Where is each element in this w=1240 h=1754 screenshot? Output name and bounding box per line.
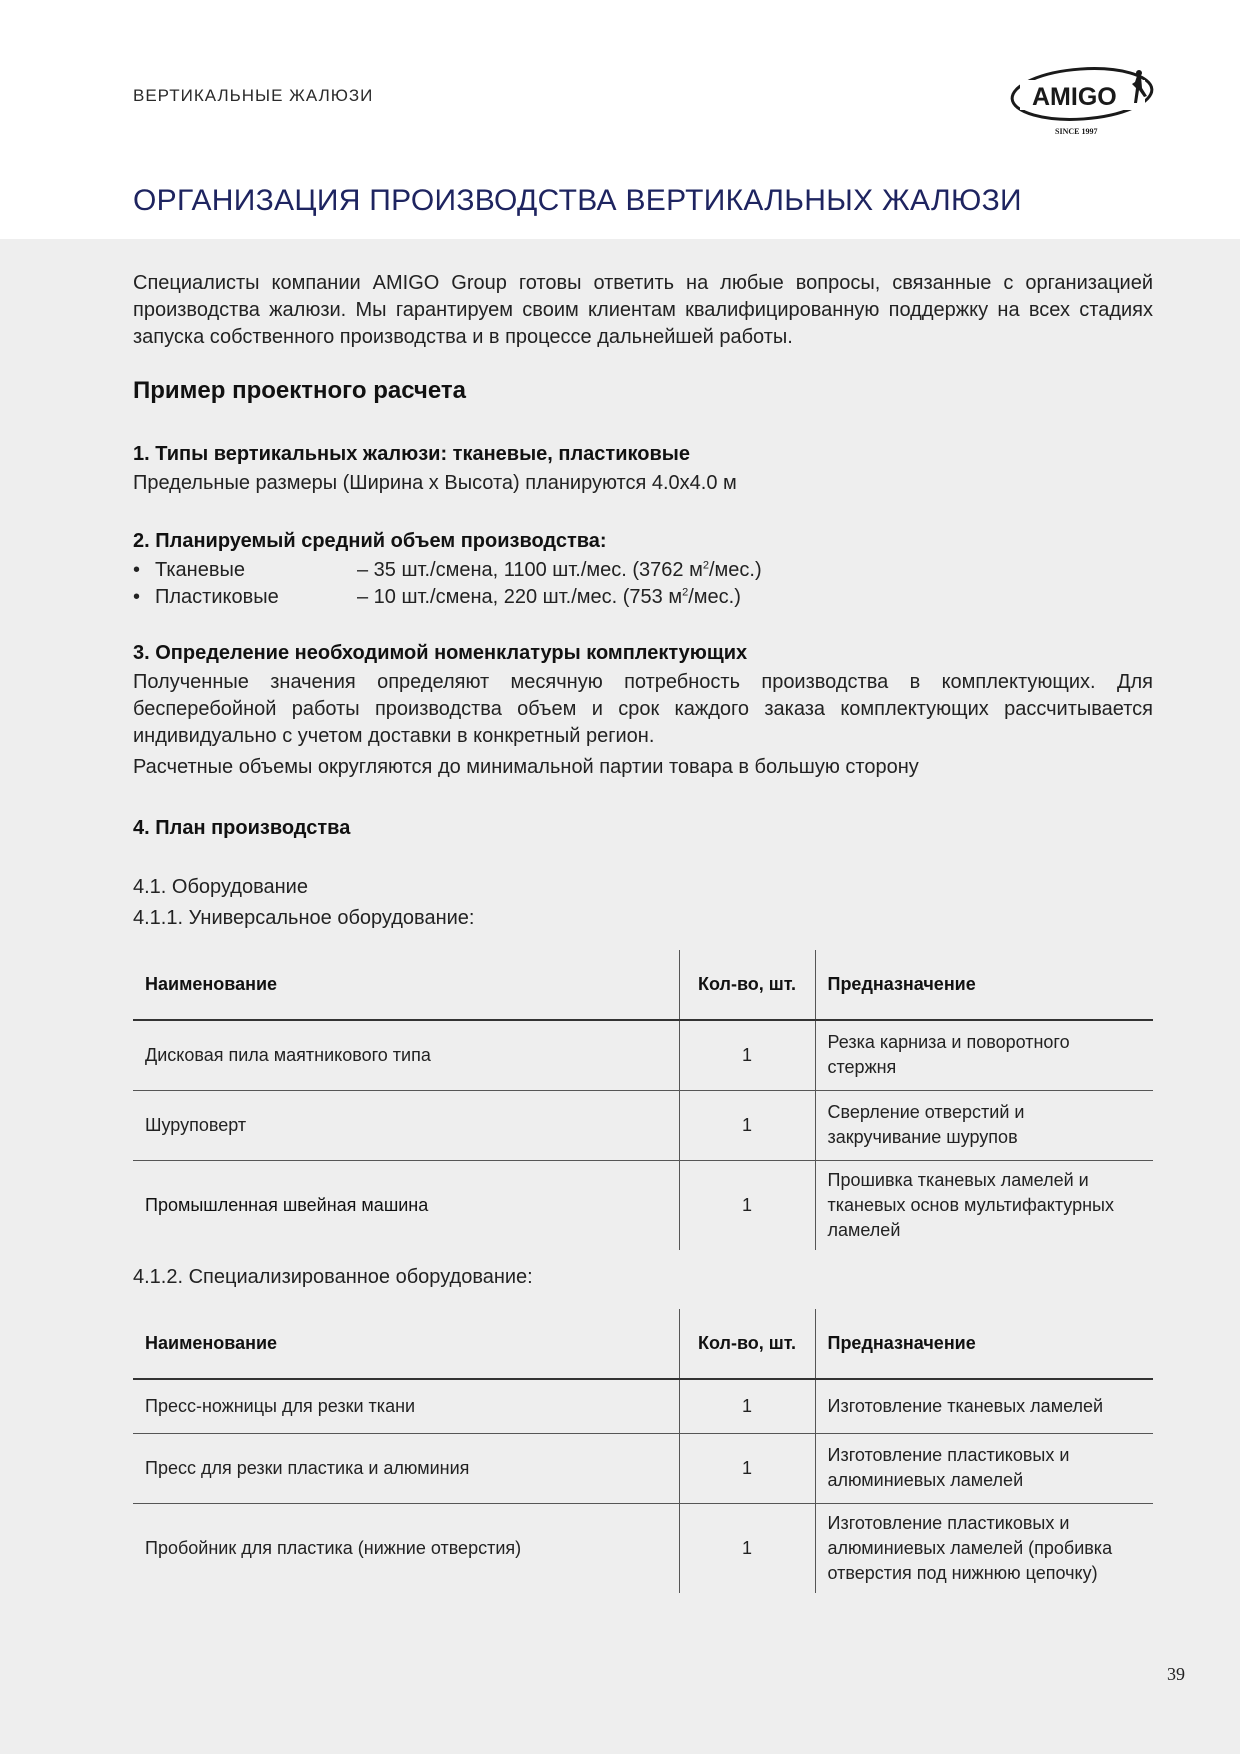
special-equipment-subheading: 4.1.2. Специализированное оборудование: <box>133 1266 533 1288</box>
cell-name: Пресс для резки пластика и алюминия <box>133 1433 679 1503</box>
intro-paragraph: Специалисты компании AMIGO Group готовы ответить на любые вопросы, связанные с организацией производства жалюзи. Мы гарантируем своим клиентам квалифицированную поддержку на всех стадиях запуска собственного производства и в процессе дальнейшей работы. <box>133 272 1153 348</box>
product-type: Тканевые <box>155 559 245 581</box>
logo-tagline: SINCE 1997 <box>1055 127 1098 136</box>
page-content <box>133 270 1153 1593</box>
list-item <box>133 584 1153 611</box>
cell-purpose: Прошивка тканевых ламелей и тканевых основ мультифактурных ламелей <box>815 1160 1153 1250</box>
unit-superscript: 2 <box>702 559 709 572</box>
volume-tail: /мес.) <box>708 559 762 581</box>
volume-value: – 10 шт./смена, 220 шт./мес. (753 м <box>357 586 683 608</box>
cell-purpose: Резка карниза и поворотного стержня <box>827 1032 1070 1078</box>
cell-name: Пресс-ножницы для резки ткани <box>145 1395 416 1416</box>
cell-qty: 1 <box>679 1503 815 1593</box>
amigo-logo <box>1010 58 1160 143</box>
bullet-icon: • <box>133 559 141 581</box>
table-row <box>133 1020 1153 1090</box>
special-equipment-table <box>133 1309 1153 1593</box>
cell-qty: 1 <box>679 1379 815 1433</box>
cell-qty: 1 <box>679 1433 815 1503</box>
table-row <box>133 1379 1153 1433</box>
unit-superscript: 2 <box>682 586 689 599</box>
cell-name: Пробойник для пластика (нижние отверстия) <box>133 1503 679 1593</box>
table-row <box>133 1160 1153 1250</box>
header-qty: Кол-во, шт. <box>679 1309 815 1379</box>
production-volume-list <box>133 557 1153 611</box>
volume-tail: /мес.) <box>688 586 741 608</box>
example-heading: Пример проектного расчета <box>133 377 466 404</box>
product-volume <box>357 557 762 584</box>
equipment-subheading: 4.1. Оборудование <box>133 876 308 898</box>
section2-heading: 2. Планируемый средний объем производства: <box>133 530 607 552</box>
header-name: Наименование <box>133 950 679 1020</box>
header-name: Наименование <box>133 1309 679 1379</box>
table-row <box>133 1503 1153 1593</box>
product-volume <box>357 584 741 611</box>
product-type: Пластиковые <box>155 586 279 608</box>
cell-qty: 1 <box>679 1090 815 1160</box>
page-title: ОРГАНИЗАЦИЯ ПРОИЗВОДСТВА ВЕРТИКАЛЬНЫХ ЖАЛЮЗИ <box>133 184 1022 217</box>
header-purpose: Предназначение <box>815 950 1153 1020</box>
cell-purpose: Изготовление тканевых ламелей <box>827 1395 1104 1416</box>
section3-text: Полученные значения определяют месячную потребность производства в комплектующих. Для бесперебойной работы производства объем и срок каждого заказа комплектующих рассчитывается индивидуально с учетом доставки в конкретный регион. <box>133 671 1153 747</box>
universal-equipment-table <box>133 950 1153 1250</box>
cell-name: Промышленная швейная машина <box>133 1160 679 1250</box>
section3-note: Расчетные объемы округляются до минимальной партии товара в большую сторону <box>133 756 919 778</box>
table-header-row <box>133 950 1153 1020</box>
table-row <box>133 1433 1153 1503</box>
cell-name: Дисковая пила маятникового типа <box>145 1044 431 1065</box>
section1-text: Предельные размеры (Ширина х Высота) планируются 4.0х4.0 м <box>133 472 737 494</box>
table-row <box>133 1090 1153 1160</box>
list-item <box>133 557 1153 584</box>
bullet-icon: • <box>133 586 141 608</box>
cell-purpose: Изготовление пластиковых и алюминиевых ламелей <box>815 1433 1153 1503</box>
table-header-row <box>133 1309 1153 1379</box>
section4-heading: 4. План производства <box>133 817 351 839</box>
cell-purpose: Сверление отверстий и закручивание шурупов <box>815 1090 1153 1160</box>
cell-name: Шуруповерт <box>133 1090 679 1160</box>
cell-qty: 1 <box>679 1160 815 1250</box>
volume-value: – 35 шт./смена, 1100 шт./мес. (3762 м <box>357 559 703 581</box>
universal-equipment-subheading: 4.1.1. Универсальное оборудование: <box>133 907 475 929</box>
header-purpose: Предназначение <box>815 1309 1153 1379</box>
cell-qty: 1 <box>679 1020 815 1090</box>
cell-purpose: Изготовление пластиковых и алюминиевых ламелей (пробивка отверстия под нижнюю цепочку) <box>815 1503 1153 1593</box>
logo-text: AMIGO <box>1032 83 1117 111</box>
section3-heading: 3. Определение необходимой номенклатуры комплектующих <box>133 642 748 664</box>
page-number: 39 <box>1167 1664 1185 1684</box>
header-qty: Кол-во, шт. <box>679 950 815 1020</box>
section1-heading: 1. Типы вертикальных жалюзи: тканевые, пластиковые <box>133 443 690 465</box>
page-header <box>0 0 1240 239</box>
section-label: ВЕРТИКАЛЬНЫЕ ЖАЛЮЗИ <box>133 86 374 105</box>
